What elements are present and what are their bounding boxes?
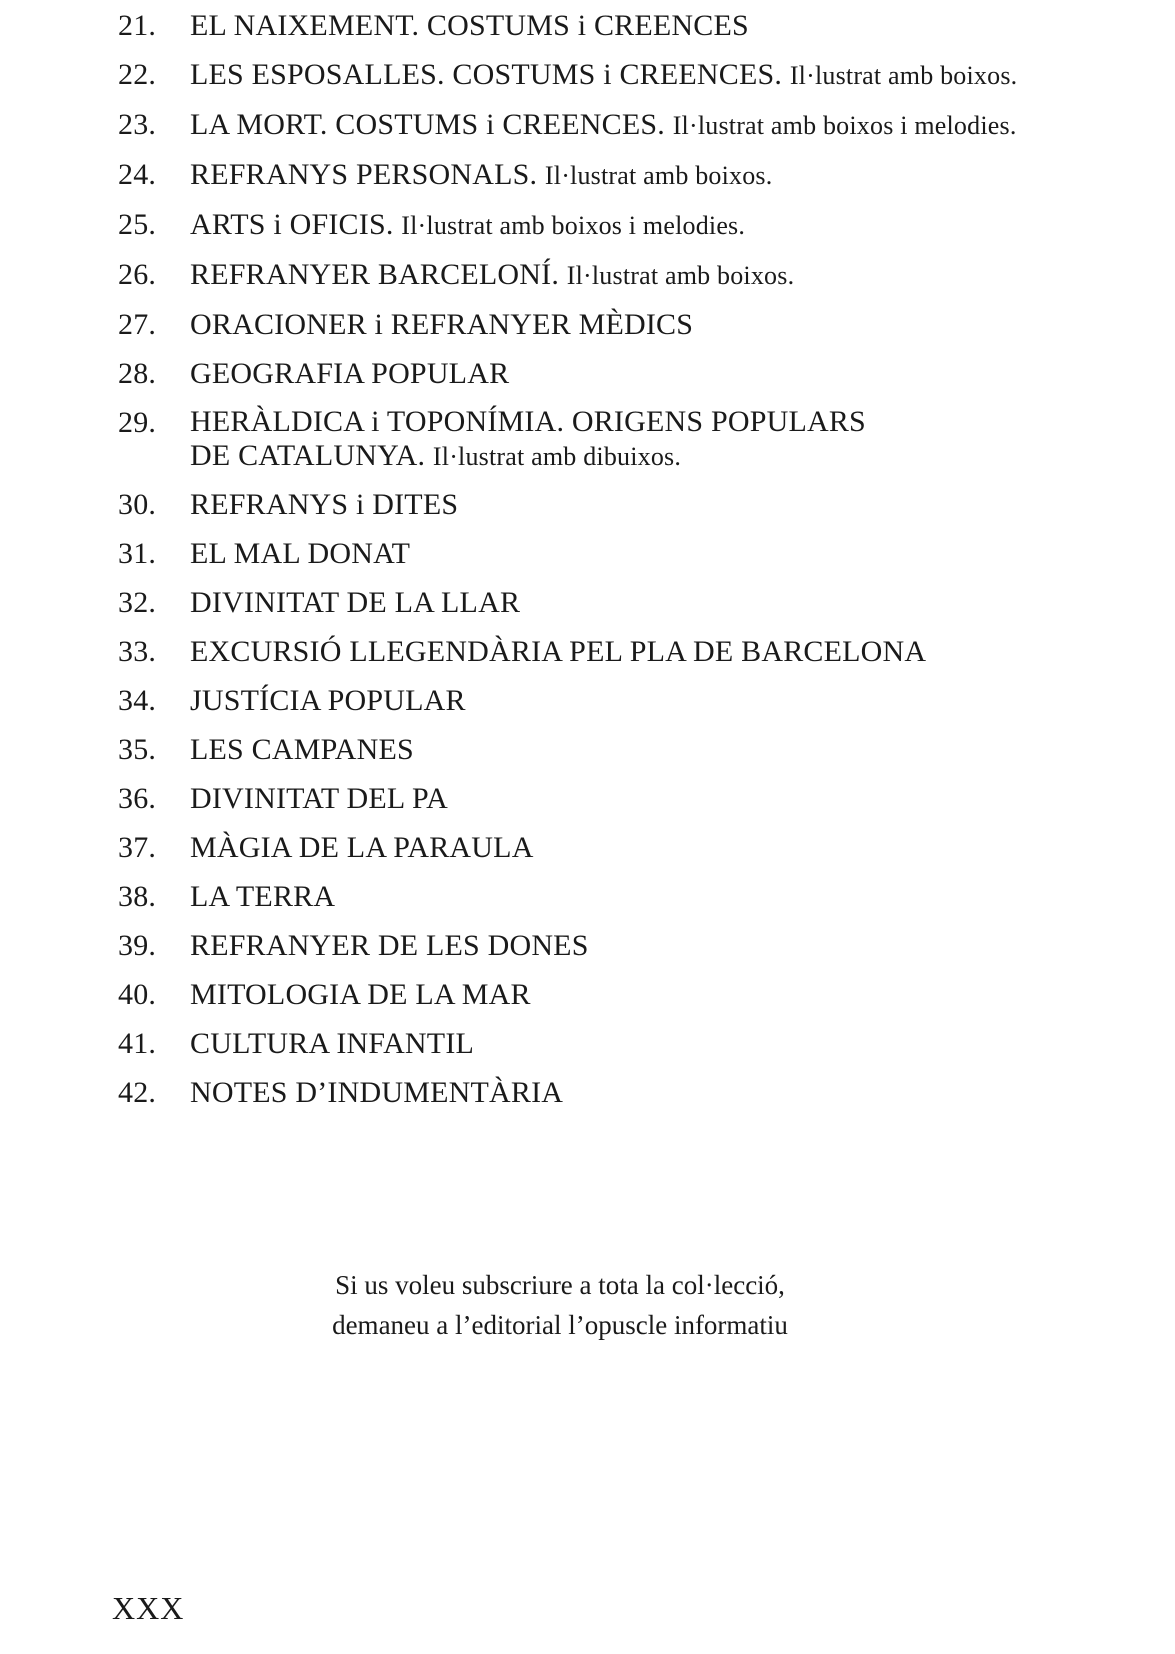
item-title: GEOGRAFIA POPULAR (190, 357, 510, 390)
item-title: JUSTÍCIA POPULAR (190, 684, 466, 717)
item-title: EL MAL DONAT (190, 537, 411, 570)
item-number: 32. (118, 586, 157, 619)
list-item (118, 928, 1158, 964)
item-number: 28. (118, 357, 157, 390)
list-item (118, 107, 1158, 144)
list-item (118, 732, 1158, 768)
item-number: 23. (118, 108, 157, 141)
item-title: LES ESPOSALLES. COSTUMS i CREENCES. (190, 58, 783, 91)
item-number: 33. (118, 635, 157, 668)
list-item (118, 1075, 1158, 1111)
item-number: 41. (118, 1027, 157, 1060)
item-number: 36. (118, 782, 157, 815)
item-number: 42. (118, 1076, 157, 1109)
list-item (118, 487, 1158, 523)
list-item (118, 977, 1158, 1013)
item-number: 21. (118, 9, 157, 42)
item-number: 34. (118, 684, 157, 717)
item-title: REFRANYER BARCELONÍ. (190, 258, 560, 291)
item-number: 30. (118, 488, 157, 521)
item-number: 29. (118, 406, 157, 439)
subscription-note-line: demaneu a l’editorial l’opuscle informatiu (332, 1310, 788, 1340)
item-note: Il·lustrat amb boixos. (789, 61, 1018, 90)
list-item (118, 879, 1158, 915)
item-title: HERÀLDICA i TOPONÍMIA. ORIGENS POPULARS (190, 405, 866, 438)
list-item (118, 781, 1158, 817)
list-item (118, 57, 1158, 94)
item-number: 40. (118, 978, 157, 1011)
item-title: DIVINITAT DEL PA (190, 782, 449, 815)
list-item (118, 356, 1158, 392)
item-title: ARTS i OFICIS. (190, 208, 394, 241)
item-title: REFRANYS PERSONALS. (190, 158, 538, 191)
item-note: Il·lustrat amb dibuixos. (432, 442, 682, 471)
item-title: CULTURA INFANTIL (190, 1027, 475, 1060)
series-list (118, 8, 1158, 1124)
list-item (118, 830, 1158, 866)
item-title: EL NAIXEMENT. COSTUMS i CREENCES (190, 9, 749, 42)
list-item (118, 157, 1158, 194)
item-number: 35. (118, 733, 157, 766)
item-title: EXCURSIÓ LLEGENDÀRIA PEL PLA DE BARCELONA (190, 635, 927, 668)
item-number: 26. (118, 258, 157, 291)
list-item (118, 683, 1158, 719)
list-item (118, 257, 1158, 294)
item-number: 22. (118, 58, 157, 91)
item-number: 37. (118, 831, 157, 864)
item-title: MÀGIA DE LA PARAULA (190, 831, 534, 864)
item-title: ORACIONER i REFRANYER MÈDICS (190, 308, 694, 341)
item-title: LA MORT. COSTUMS i CREENCES. (190, 108, 665, 141)
list-item (118, 307, 1158, 343)
list-item (118, 634, 1158, 670)
item-title: LA TERRA (190, 880, 336, 913)
item-number: 24. (118, 158, 157, 191)
item-title: MITOLOGIA DE LA MAR (190, 978, 531, 1011)
item-title: DIVINITAT DE LA LLAR (190, 586, 521, 619)
item-title: LES CAMPANES (190, 733, 414, 766)
item-title: REFRANYER DE LES DONES (190, 929, 589, 962)
list-item (118, 585, 1158, 621)
item-note: Il·lustrat amb boixos i melodies. (672, 111, 1017, 140)
item-number: 39. (118, 929, 157, 962)
list-item (118, 207, 1158, 244)
list-item (118, 405, 1158, 474)
item-number: 25. (118, 208, 157, 241)
item-title: NOTES D’INDUMENTÀRIA (190, 1076, 564, 1109)
list-item (118, 536, 1158, 572)
list-item (118, 1026, 1158, 1062)
subscription-note (300, 1265, 820, 1345)
item-note: Il·lustrat amb boixos. (544, 161, 773, 190)
item-number: 38. (118, 880, 157, 913)
item-title: REFRANYS i DITES (190, 488, 459, 521)
subscription-note-line: Si us voleu subscriure a tota la col·lecció, (335, 1270, 785, 1300)
item-note: Il·lustrat amb boixos. (566, 261, 795, 290)
list-item (118, 8, 1158, 44)
item-title-continued: DE CATALUNYA. (190, 439, 426, 472)
item-number: 27. (118, 308, 157, 341)
page-folio: XXX (112, 1590, 185, 1626)
item-number: 31. (118, 537, 157, 570)
item-note: Il·lustrat amb boixos i melodies. (401, 211, 746, 240)
